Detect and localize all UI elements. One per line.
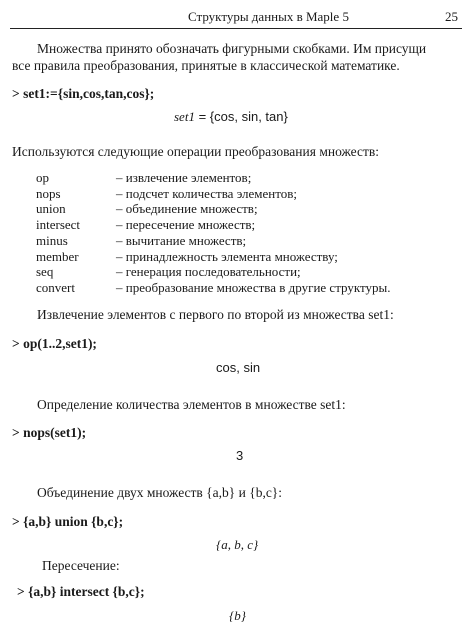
operations-intro: Используются следующие операции преобразования множеств: [12,144,379,159]
intro-line-2: все правила преобразования, принятые в классической математике. [12,58,400,73]
output-rhs: = {cos, sin, tan} [198,109,288,124]
operation-desc: – вычитание множеств; [116,232,247,248]
page-number: 25 [445,9,458,24]
operation-name: convert [36,279,75,295]
union-explanation: Объединение двух множеств {a,b} и {b,c}: [37,485,283,500]
operation-row [36,201,391,217]
nops-explanation: Определение количества элементов в множестве set1: [37,397,346,412]
output-lhs: set1 [174,109,195,124]
operation-name: op [36,170,49,185]
operation-desc: – извлечение элементов; [116,170,252,185]
operation-name: minus [36,232,68,248]
maple-command-op: > op(1..2,set1); [12,336,97,351]
op-explanation: Извлечение элементов с первого по второй из множества set1: [37,307,394,322]
maple-command-intersect: > {a,b} intersect {b,c}; [17,584,145,599]
operation-desc: – преобразование множества в другие структуры. [116,279,391,295]
maple-output-union: {a, b, c} [216,537,259,552]
operation-desc: – пересечение множеств; [116,217,256,233]
operation-row [36,217,391,233]
operation-row [36,249,391,265]
maple-command-nops: > nops(set1); [12,425,87,440]
intersect-explanation: Пересечение: [42,558,120,573]
operation-name: member [36,248,79,264]
operation-desc: – подсчет количества элементов; [116,185,298,201]
running-title: Структуры данных в Maple 5 [188,9,349,24]
operation-desc: – генерация последовательности; [116,264,301,280]
operation-row [36,280,391,296]
intro-line-1: Множества принято обозначать фигурными скобками. Им присущи [37,41,427,56]
operation-row [36,264,391,280]
operation-row [36,170,391,186]
maple-output-nops: 3 [236,448,244,463]
operation-row [36,233,391,249]
operation-row [36,186,391,202]
maple-command-union: > {a,b} union {b,c}; [12,514,124,529]
operation-desc: – принадлежность элемента множеству; [116,248,338,264]
operation-desc: – объединение множеств; [116,201,258,217]
maple-output-op: cos, sin [216,360,261,375]
page-header [10,6,462,29]
operation-name: union [36,201,66,217]
operation-name: nops [36,185,61,201]
maple-command-set1: > set1:={sin,cos,tan,cos}; [12,86,155,101]
maple-output-intersect: {b} [229,608,246,623]
maple-output-set1 [174,109,288,125]
operation-name: intersect [36,217,81,233]
operation-name: seq [36,264,54,280]
operations-list [36,170,391,296]
